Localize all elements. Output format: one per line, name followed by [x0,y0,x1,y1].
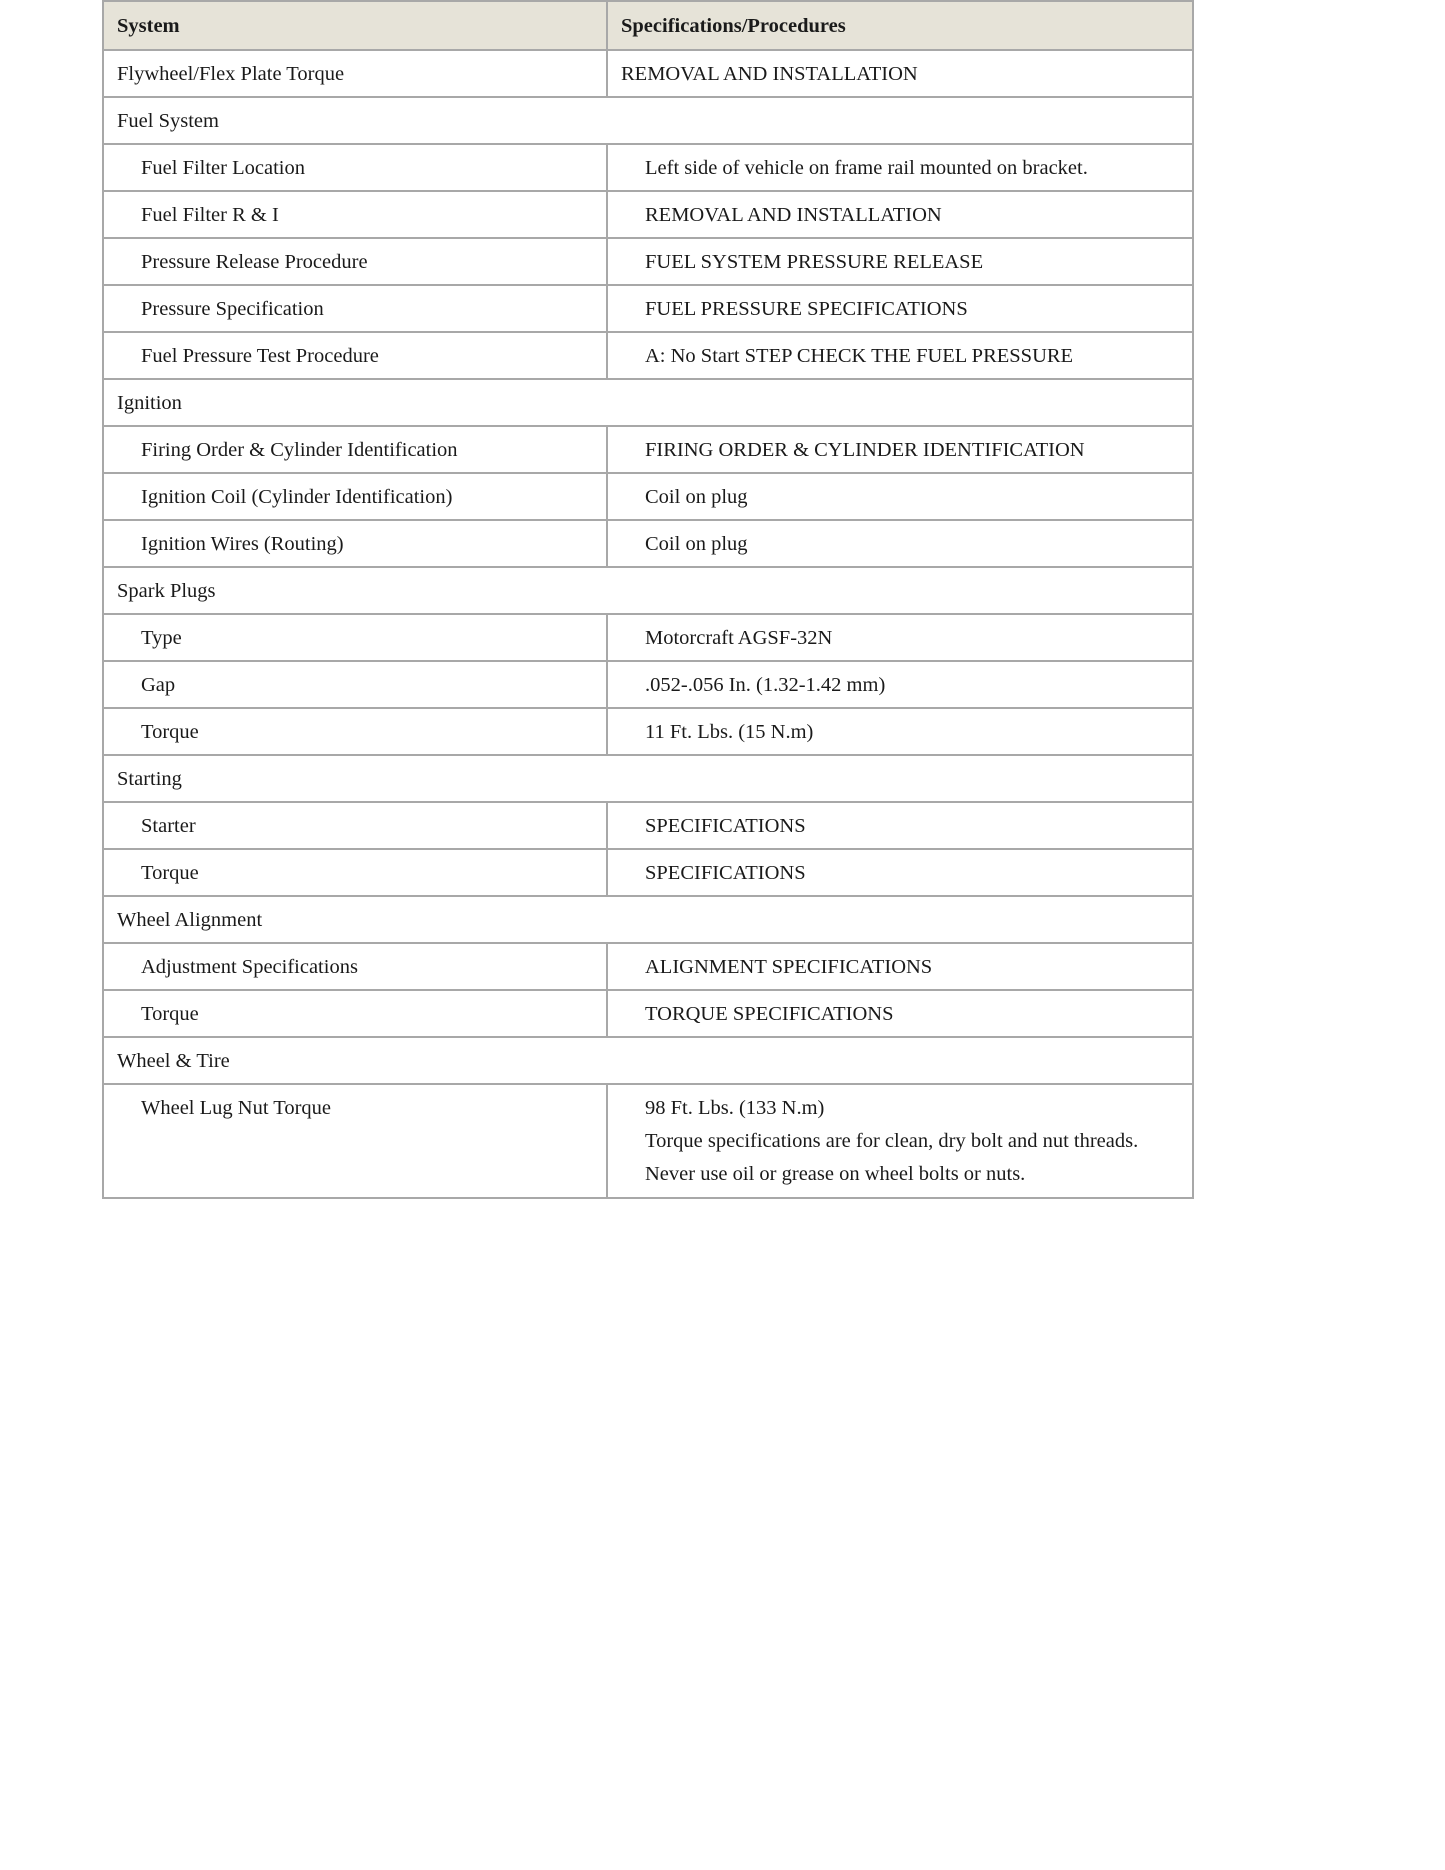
system-cell: Wheel Lug Nut Torque [103,1084,607,1198]
section-heading: Ignition [103,379,1193,426]
system-cell: Torque [103,990,607,1037]
specification-cell: SPECIFICATIONS [607,849,1193,896]
specification-cell: ALIGNMENT SPECIFICATIONS [607,943,1193,990]
specification-cell: TORQUE SPECIFICATIONS [607,990,1193,1037]
system-cell: Firing Order & Cylinder Identification [103,426,607,473]
table-row [103,238,1193,285]
specification-cell: .052-.056 In. (1.32-1.42 mm) [607,661,1193,708]
header-system: System [103,1,607,50]
system-cell: Adjustment Specifications [103,943,607,990]
table-row [103,802,1193,849]
section-row [103,755,1193,802]
table-row [103,144,1193,191]
section-heading: Starting [103,755,1193,802]
specification-cell: Coil on plug [607,473,1193,520]
system-cell: Fuel Filter R & I [103,191,607,238]
specification-cell: SPECIFICATIONS [607,802,1193,849]
specification-cell: REMOVAL AND INSTALLATION [607,50,1193,97]
section-row [103,379,1193,426]
specification-cell: FIRING ORDER & CYLINDER IDENTIFICATION [607,426,1193,473]
section-heading: Fuel System [103,97,1193,144]
table-row [103,426,1193,473]
specification-cell: Coil on plug [607,520,1193,567]
system-cell: Gap [103,661,607,708]
table-row [103,943,1193,990]
table-row [103,990,1193,1037]
section-row [103,1037,1193,1084]
system-cell: Starter [103,802,607,849]
table-row [103,849,1193,896]
table-row [103,661,1193,708]
specification-cell: Left side of vehicle on frame rail mounted on bracket. [607,144,1193,191]
system-cell: Fuel Filter Location [103,144,607,191]
section-row [103,896,1193,943]
specification-line: 98 Ft. Lbs. (133 N.m) [645,1097,825,1119]
table-row [103,332,1193,379]
table-row [103,285,1193,332]
system-cell: Torque [103,849,607,896]
system-cell: Flywheel/Flex Plate Torque [103,50,607,97]
table-row [103,1084,1193,1198]
table-row [103,50,1193,97]
section-heading: Spark Plugs [103,567,1193,614]
specification-cell: Motorcraft AGSF-32N [607,614,1193,661]
section-heading: Wheel Alignment [103,896,1193,943]
table-row [103,473,1193,520]
system-cell: Pressure Release Procedure [103,238,607,285]
specification-cell: REMOVAL AND INSTALLATION [607,191,1193,238]
table-row [103,191,1193,238]
specification-cell: FUEL SYSTEM PRESSURE RELEASE [607,238,1193,285]
specification-line: Never use oil or grease on wheel bolts or nuts. [645,1163,1026,1185]
system-cell: Type [103,614,607,661]
section-heading: Wheel & Tire [103,1037,1193,1084]
table-row [103,614,1193,661]
system-cell: Fuel Pressure Test Procedure [103,332,607,379]
specification-line: Torque specifications are for clean, dry bolt and nut threads. [645,1130,1139,1152]
section-row [103,567,1193,614]
system-cell: Ignition Wires (Routing) [103,520,607,567]
specification-cell [607,1084,1193,1198]
table-row [103,520,1193,567]
header-specifications: Specifications/Procedures [607,1,1193,50]
system-cell: Pressure Specification [103,285,607,332]
header-row [103,1,1193,50]
table-body [103,50,1193,1198]
system-cell: Ignition Coil (Cylinder Identification) [103,473,607,520]
table-header [103,1,1193,50]
section-row [103,97,1193,144]
table-row [103,708,1193,755]
specification-cell: 11 Ft. Lbs. (15 N.m) [607,708,1193,755]
specification-cell: A: No Start STEP CHECK THE FUEL PRESSURE [607,332,1193,379]
system-cell: Torque [103,708,607,755]
specifications-table [102,0,1194,1199]
specification-cell: FUEL PRESSURE SPECIFICATIONS [607,285,1193,332]
